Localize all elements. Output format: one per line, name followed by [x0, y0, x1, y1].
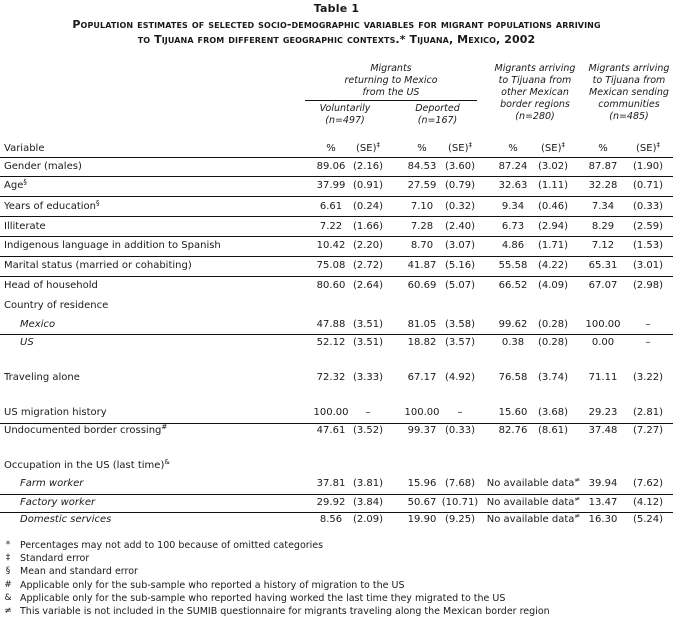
row-label-text: Years of education: [4, 201, 96, 212]
footnote-mark: §: [23, 178, 27, 186]
percent-cell: 82.76: [498, 425, 528, 436]
percent-cell: 0.00: [591, 337, 615, 348]
percent-cell: 81.05: [407, 319, 437, 330]
se-cell: –: [645, 319, 651, 330]
se-cell: (0.46): [537, 201, 569, 212]
row-label: [4, 201, 100, 212]
percent-cell: 19.90: [407, 514, 437, 525]
column-header-se: [623, 143, 673, 154]
se-cell: (1.90): [632, 161, 664, 172]
row-label: [4, 425, 167, 436]
percent-cell: 7.12: [591, 240, 615, 251]
row-label: [20, 497, 95, 508]
percent-cell: 4.86: [501, 240, 525, 251]
row-label-text: Domestic services: [20, 514, 112, 525]
percent-cell: 99.62: [498, 319, 528, 330]
row-label-text: Occupation in the US (last time): [4, 460, 165, 471]
footnote-text: Applicable only for the sub-sample who reported having worked the last time they migrated to the US: [20, 592, 506, 604]
column-header-se: [343, 143, 393, 154]
row-label-text: Marital status (married or cohabiting): [4, 260, 192, 271]
header-text: (n=497): [325, 115, 365, 126]
se-cell: (8.61): [537, 425, 569, 436]
column-header-percent: %: [598, 143, 608, 154]
header-text: Migrants: [370, 63, 412, 74]
percent-cell: 13.47: [588, 497, 618, 508]
percent-cell: 7.10: [410, 201, 434, 212]
se-cell: (4.92): [444, 372, 476, 383]
se-cell: (0.28): [537, 319, 569, 330]
header-text: (n=280): [515, 111, 555, 122]
percent-cell: 27.59: [407, 180, 437, 191]
se-cell: (1.71): [537, 240, 569, 251]
percent-cell: 32.28: [588, 180, 618, 191]
percent-cell: 60.69: [407, 280, 437, 291]
row-label-text: Traveling alone: [4, 372, 80, 383]
se-cell: (7.68): [444, 478, 476, 489]
footnote-text: Percentages may not add to 100 because of omitted categories: [20, 540, 324, 551]
se-cell: (3.01): [632, 260, 664, 271]
no-data-cell: [485, 497, 582, 508]
no-data-text: No available data: [486, 514, 575, 525]
percent-cell: 16.30: [588, 514, 618, 525]
percent-cell: 37.81: [316, 478, 346, 489]
header-text: other Mexican: [501, 87, 569, 98]
footnote-symbol: §: [5, 566, 11, 577]
footnote-text: Applicable only for the sub-sample who reported a history of migration to the US: [20, 579, 405, 591]
header-group-sending: [583, 63, 673, 123]
se-cell: (3.57): [444, 337, 476, 348]
row-label-text: US: [20, 337, 34, 348]
percent-cell: 39.94: [588, 478, 618, 489]
percent-cell: 8.70: [410, 240, 434, 251]
percent-cell: 100.00: [585, 319, 621, 330]
percent-cell: 10.42: [316, 240, 346, 251]
percent-cell: 15.60: [498, 407, 528, 418]
se-cell: (4.09): [537, 280, 569, 291]
header-group-border: [490, 63, 580, 123]
se-cell: (3.60): [444, 161, 476, 172]
footnote-symbol: ‡: [5, 553, 11, 564]
no-data-text: No available data: [486, 497, 575, 508]
header-text: Migrants arriving: [588, 63, 670, 74]
table-label: Table 1: [313, 2, 360, 15]
table-title-line-2: to Tijuana from different geographic contexts.* Tijuana, Mexico, 2002: [137, 33, 536, 46]
se-cell: (0.28): [537, 337, 569, 348]
table-title: [0, 17, 673, 47]
percent-cell: 7.28: [410, 221, 434, 232]
se-cell: (3.81): [352, 478, 384, 489]
footnote-text: Mean and standard error: [20, 566, 138, 578]
percent-cell: 66.52: [498, 280, 528, 291]
se-cell: (3.02): [537, 161, 569, 172]
header-text: (n=167): [417, 115, 458, 126]
footnote-text: Standard error: [20, 553, 90, 565]
row-label-text: Age: [4, 180, 24, 191]
header-text: communities: [598, 99, 660, 110]
percent-cell: 37.48: [588, 425, 618, 436]
se-cell: (3.22): [632, 372, 664, 383]
se-cell: (3.51): [352, 337, 384, 348]
row-rule: [0, 236, 673, 237]
row-rule: [0, 176, 673, 177]
percent-cell: 87.24: [498, 161, 528, 172]
header-text: from the US: [362, 87, 420, 98]
se-label: (SE): [448, 143, 469, 154]
percent-cell: 100.00: [404, 407, 440, 418]
se-cell: (2.59): [632, 221, 664, 232]
row-label: [4, 280, 98, 291]
percent-cell: 50.67: [407, 497, 437, 508]
percent-cell: 76.58: [498, 372, 528, 383]
row-label: [4, 221, 46, 232]
se-footnote-mark: ‡: [656, 141, 660, 149]
header-text: border regions: [500, 99, 570, 110]
percent-cell: 6.73: [501, 221, 525, 232]
percent-cell: 32.63: [498, 180, 528, 191]
percent-cell: 0.38: [501, 337, 525, 348]
se-cell: (9.25): [444, 514, 476, 525]
row-label-text: Undocumented border crossing: [4, 425, 162, 436]
no-data-cell: [485, 514, 582, 525]
se-label: (SE): [541, 143, 562, 154]
footnote-mark: §: [96, 199, 100, 207]
percent-cell: 87.87: [588, 161, 618, 172]
row-label: [4, 407, 107, 418]
se-cell: (1.66): [352, 221, 384, 232]
row-rule: [0, 512, 673, 513]
header-bottom-rule: [0, 157, 673, 158]
percent-cell: 84.53: [407, 161, 437, 172]
se-cell: (3.52): [352, 425, 384, 436]
se-cell: (3.07): [444, 240, 476, 251]
row-label: [4, 240, 221, 251]
header-sub-deported: [395, 103, 480, 127]
se-cell: (7.62): [632, 478, 664, 489]
row-label-text: Mexico: [20, 319, 56, 330]
row-label-text: Illiterate: [4, 221, 46, 232]
se-cell: (0.79): [444, 180, 476, 191]
header-text: returning to Mexico: [344, 75, 438, 86]
se-cell: (3.58): [444, 319, 476, 330]
se-cell: –: [457, 407, 463, 418]
se-cell: (0.33): [632, 201, 664, 212]
se-cell: (3.51): [352, 319, 384, 330]
percent-cell: 99.37: [407, 425, 437, 436]
row-rule: [0, 256, 673, 257]
percent-cell: 29.92: [316, 497, 346, 508]
percent-cell: 89.06: [316, 161, 346, 172]
footnote-mark: &: [164, 458, 170, 466]
se-cell: (2.09): [352, 514, 384, 525]
percent-cell: 65.31: [588, 260, 618, 271]
row-label: [4, 372, 80, 383]
se-cell: (0.24): [352, 201, 384, 212]
percent-cell: 67.07: [588, 280, 618, 291]
header-text: (n=485): [609, 111, 649, 122]
row-label: [4, 161, 82, 172]
column-header-se: [528, 143, 578, 154]
column-header-percent: %: [326, 143, 336, 154]
se-cell: (4.22): [537, 260, 569, 271]
se-footnote-mark: ‡: [468, 141, 472, 149]
footnote-mark: ≠: [574, 476, 581, 484]
se-cell: (0.32): [444, 201, 476, 212]
percent-cell: 7.22: [319, 221, 343, 232]
se-cell: (2.98): [632, 280, 664, 291]
percent-cell: 47.61: [316, 425, 346, 436]
no-data-text: No available data: [486, 478, 575, 489]
row-label-text: Farm worker: [20, 478, 84, 489]
percent-cell: 8.29: [591, 221, 615, 232]
section-label: [4, 300, 108, 311]
column-header-se: [435, 143, 485, 154]
footnote-mark: #: [161, 423, 168, 431]
footnote-text: This variable is not included in the SUMIB questionnaire for migrants traveling along the Mexican border region: [20, 606, 550, 617]
se-cell: (2.81): [632, 407, 664, 418]
se-cell: (2.16): [352, 161, 384, 172]
percent-cell: 75.08: [316, 260, 346, 271]
se-cell: (1.11): [537, 180, 569, 191]
percent-cell: 37.99: [316, 180, 346, 191]
percent-cell: 55.58: [498, 260, 528, 271]
se-cell: (5.16): [444, 260, 476, 271]
se-cell: (1.53): [632, 240, 664, 251]
header-text: Migrants arriving: [494, 63, 576, 74]
header-text: to Tijuana from: [498, 75, 572, 86]
footnote-symbol: *: [5, 540, 11, 550]
se-cell: (4.12): [632, 497, 664, 508]
se-cell: (2.94): [537, 221, 569, 232]
percent-cell: 80.60: [316, 280, 346, 291]
row-rule: [0, 494, 673, 495]
row-label: [4, 260, 192, 271]
header-text: Deported: [415, 103, 460, 114]
header-group-returning: [305, 63, 477, 99]
row-label: [20, 319, 55, 330]
se-footnote-mark: ‡: [376, 141, 380, 149]
se-footnote-mark: ‡: [561, 141, 565, 149]
row-label: [20, 478, 83, 489]
percent-cell: 71.11: [588, 372, 618, 383]
no-data-cell: [485, 478, 582, 489]
se-cell: (5.07): [444, 280, 476, 291]
percent-cell: 15.96: [407, 478, 437, 489]
percent-cell: 9.34: [501, 201, 525, 212]
row-rule: [0, 276, 673, 277]
row-label-text: Gender (males): [4, 161, 82, 172]
percent-cell: 72.32: [316, 372, 346, 383]
se-cell: (2.20): [352, 240, 384, 251]
row-rule: [0, 334, 673, 335]
footnote-mark: ≠: [574, 512, 581, 520]
row-label-text: Country of residence: [4, 300, 109, 311]
se-cell: (0.71): [632, 180, 664, 191]
row-label: [20, 514, 111, 525]
percent-cell: 67.17: [407, 372, 437, 383]
se-cell: (3.33): [352, 372, 384, 383]
row-label-text: Head of household: [4, 280, 98, 291]
footnote-symbol: ≠: [4, 606, 12, 616]
percent-cell: 29.23: [588, 407, 618, 418]
se-label: (SE): [636, 143, 657, 154]
column-header-percent: %: [508, 143, 518, 154]
percent-cell: 100.00: [313, 407, 349, 418]
se-label: (SE): [356, 143, 377, 154]
se-cell: (10.71): [441, 497, 479, 508]
percent-cell: 7.34: [591, 201, 615, 212]
se-cell: (0.91): [352, 180, 384, 191]
se-cell: (2.72): [352, 260, 384, 271]
percent-cell: 8.56: [319, 514, 343, 525]
row-label-text: Factory worker: [20, 497, 96, 508]
table-title-line-1: Population estimates of selected socio-demographic variables for migrant populations arriving: [72, 18, 601, 31]
se-cell: (3.84): [352, 497, 384, 508]
percent-cell: 41.87: [407, 260, 437, 271]
percent-cell: 47.88: [316, 319, 346, 330]
column-header-percent: %: [417, 143, 427, 154]
header-text: to Tijuana from: [592, 75, 666, 86]
section-label: [4, 460, 170, 471]
footnote-symbol: &: [4, 592, 12, 603]
se-cell: (5.24): [632, 514, 664, 525]
header-sub-voluntarily: [305, 103, 385, 127]
percent-cell: 6.61: [319, 201, 343, 212]
se-cell: –: [365, 407, 371, 418]
row-label: [4, 180, 27, 191]
group-rule: [305, 100, 477, 101]
header-text: Mexican sending: [589, 87, 669, 98]
se-cell: (0.33): [444, 425, 476, 436]
se-cell: –: [645, 337, 651, 348]
footnote-mark: ≠: [574, 495, 581, 503]
percent-cell: 52.12: [316, 337, 346, 348]
row-rule: [0, 423, 673, 424]
se-cell: (7.27): [632, 425, 664, 436]
row-label-text: US migration history: [4, 407, 107, 418]
footnote-symbol: #: [4, 579, 12, 590]
se-cell: (2.40): [444, 221, 476, 232]
row-label-text: Indigenous language in addition to Spanish: [4, 240, 221, 251]
column-header-variable: Variable: [4, 143, 45, 154]
se-cell: (3.74): [537, 372, 569, 383]
percent-cell: 18.82: [407, 337, 437, 348]
header-text: Voluntarily: [319, 103, 371, 114]
row-rule: [0, 216, 673, 217]
se-cell: (3.68): [537, 407, 569, 418]
row-label: [20, 337, 34, 348]
row-rule: [0, 196, 673, 197]
se-cell: (2.64): [352, 280, 384, 291]
